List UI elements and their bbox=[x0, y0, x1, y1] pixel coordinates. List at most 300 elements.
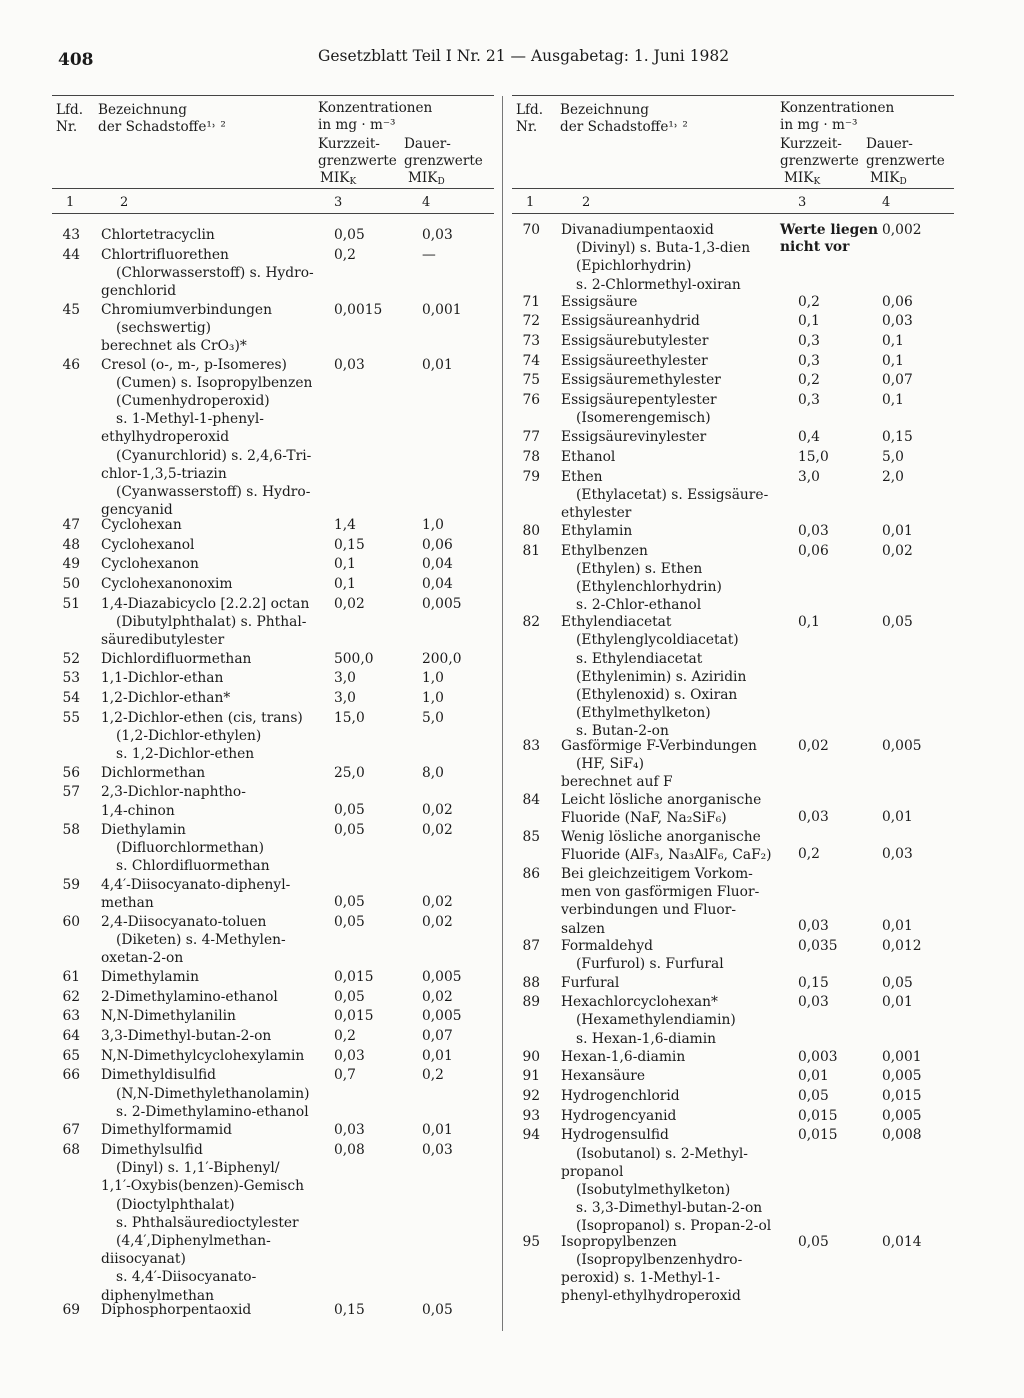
short-term-limit: 15,0 bbox=[798, 448, 829, 465]
row-number: 72 bbox=[522, 313, 540, 330]
long-term-limit: 0,06 bbox=[422, 536, 453, 553]
header-dauer: Dauer- bbox=[404, 136, 451, 152]
substance-name bbox=[101, 968, 326, 986]
substance-line: Bei gleichzeitigem Vorkom- bbox=[561, 865, 753, 882]
long-term-limit: 0,03 bbox=[422, 1141, 453, 1158]
header-lfd: Lfd. bbox=[56, 102, 84, 118]
substance-line: Dichlordifluormethan bbox=[101, 650, 252, 667]
substance-name bbox=[561, 828, 786, 864]
substance-name bbox=[561, 791, 786, 827]
substance-subline: (Furfurol) s. Furfural bbox=[576, 955, 724, 972]
col-number-4: 4 bbox=[882, 195, 891, 210]
long-term-limit: 1,0 bbox=[422, 517, 444, 533]
row-number: 92 bbox=[522, 1087, 540, 1104]
substance-line: Chlortrifluorethen bbox=[101, 246, 229, 263]
substance-line: Divanadiumpentaoxid bbox=[561, 222, 714, 238]
substance-subline: (Ethylenchlorhydrin) bbox=[576, 578, 722, 595]
substance-subline: oxetan-2-on bbox=[101, 950, 184, 967]
long-term-limit: 0,001 bbox=[422, 301, 462, 318]
row-number: 44 bbox=[62, 246, 80, 263]
substance-name bbox=[101, 301, 326, 356]
row-number: 87 bbox=[522, 937, 540, 954]
substance-line: 2-Dimethylamino-ethanol bbox=[101, 988, 278, 1005]
long-term-limit: 0,005 bbox=[422, 968, 462, 985]
substance-subline: methan bbox=[101, 894, 154, 911]
substance-subline: salzen bbox=[561, 920, 606, 937]
substance-name bbox=[561, 542, 786, 615]
substance-subline: (Dinyl) s. 1,1′-Biphenyl/ bbox=[116, 1160, 280, 1177]
short-term-limit: 0,015 bbox=[798, 1107, 838, 1124]
row-number: 66 bbox=[62, 1067, 80, 1084]
short-term-limit: 0,05 bbox=[334, 894, 365, 911]
long-term-limit: 0,001 bbox=[882, 1048, 922, 1065]
substance-line: Hexansäure bbox=[561, 1068, 646, 1085]
substance-line: Cyclohexan bbox=[101, 517, 182, 533]
short-term-limit: 0,05 bbox=[798, 1233, 829, 1250]
short-term-limit: 0,1 bbox=[334, 556, 356, 573]
substance-line: 4,4′-Diisocyanato-diphenyl- bbox=[101, 876, 291, 893]
substance-line: Cyclohexanonoxim bbox=[101, 576, 233, 593]
short-term-limit: 3,0 bbox=[798, 468, 820, 485]
substance-name bbox=[101, 516, 326, 534]
substance-subline: (4,4′,Diphenylmethan- bbox=[116, 1232, 271, 1249]
substance-subline: säuredibutylester bbox=[101, 632, 225, 649]
long-term-limit: 0,005 bbox=[422, 1008, 462, 1025]
row-number: 52 bbox=[62, 650, 80, 667]
substance-subline: ethylester bbox=[561, 504, 632, 521]
substance-subline: (Hexamethylendiamin) bbox=[576, 1012, 736, 1029]
long-term-limit: 0,02 bbox=[422, 821, 453, 838]
short-term-limit: 0,05 bbox=[798, 1087, 829, 1104]
header-unit: in mg · m⁻³ bbox=[318, 117, 396, 133]
substance-line: Ethylamin bbox=[561, 522, 633, 539]
substance-line: 2,3-Dichlor-naphtho- bbox=[101, 784, 246, 801]
substance-subline: s. 2-Chlor-ethanol bbox=[576, 597, 702, 614]
long-term-limit: 0,01 bbox=[422, 1122, 453, 1139]
substance-subline: (HF, SiF₄) bbox=[576, 755, 644, 772]
substance-name bbox=[101, 356, 326, 520]
substance-name bbox=[101, 1047, 326, 1065]
row-number: 48 bbox=[62, 536, 80, 553]
short-term-limit: 0,4 bbox=[798, 429, 820, 446]
substance-name bbox=[561, 448, 786, 466]
long-term-limit: 0,015 bbox=[882, 1087, 922, 1104]
long-term-limit: 0,002 bbox=[882, 222, 922, 238]
substance-line: Formaldehyd bbox=[561, 937, 653, 954]
short-term-limit: 0,2 bbox=[798, 293, 820, 310]
short-term-limit: 0,03 bbox=[798, 522, 829, 539]
substance-line: Essigsäureethylester bbox=[561, 352, 708, 369]
substance-name bbox=[561, 1233, 786, 1306]
substance-subline: s. Hexan-1,6-diamin bbox=[576, 1030, 717, 1047]
substance-name bbox=[101, 555, 326, 573]
substance-name bbox=[561, 352, 786, 370]
substance-name bbox=[561, 1067, 786, 1085]
short-term-limit: 0,2 bbox=[334, 1027, 356, 1044]
short-term-limit: 0,03 bbox=[798, 994, 829, 1011]
substance-name bbox=[561, 221, 786, 294]
long-term-limit: 0,02 bbox=[882, 542, 913, 559]
short-term-limit: 0,015 bbox=[798, 1127, 838, 1144]
header-mik-k: $MIK_K$ bbox=[784, 170, 821, 187]
long-term-limit: 0,03 bbox=[422, 227, 453, 243]
long-term-limit: 200,0 bbox=[422, 650, 462, 667]
short-term-limit: 0,015 bbox=[334, 1008, 374, 1025]
substance-line: 1,2-Dichlor-ethan* bbox=[101, 690, 231, 707]
long-term-limit: 0,1 bbox=[882, 352, 904, 369]
substance-name bbox=[101, 988, 326, 1006]
substance-line: Gasförmige F-Verbindungen bbox=[561, 737, 757, 754]
substance-subline: (Cyanurchlorid) s. 2,4,6-Tri- bbox=[116, 447, 312, 464]
header-kurzzeit-grenzwerte: grenzwerte bbox=[780, 153, 859, 169]
row-number: 90 bbox=[522, 1048, 540, 1065]
substance-line: Leicht lösliche anorganische bbox=[561, 791, 762, 808]
substance-name bbox=[561, 522, 786, 540]
substance-name bbox=[561, 332, 786, 350]
long-term-limit: 0,02 bbox=[422, 913, 453, 930]
substance-subline: diisocyanat) bbox=[101, 1251, 186, 1268]
substance-line: Essigsäurepentylester bbox=[561, 392, 717, 409]
short-term-limit: 0,02 bbox=[334, 595, 365, 612]
long-term-limit: 0,05 bbox=[882, 614, 913, 631]
substance-subline: (Chlorwasserstoff) s. Hydro- bbox=[116, 264, 314, 281]
substance-line: Chromiumverbindungen bbox=[101, 301, 272, 318]
row-number: 61 bbox=[62, 968, 80, 985]
row-number: 70 bbox=[522, 222, 540, 238]
row-number: 86 bbox=[522, 865, 540, 882]
substance-name bbox=[561, 312, 786, 330]
header-konzentrationen: Konzentrationen bbox=[780, 100, 895, 116]
substance-subline: 1,1′-Oxybis(benzen)-Gemisch bbox=[101, 1178, 304, 1195]
col-number-1: 1 bbox=[66, 195, 75, 210]
substance-name bbox=[101, 669, 326, 687]
substance-name bbox=[561, 391, 786, 427]
long-term-limit: 0,1 bbox=[882, 333, 904, 349]
substance-line: 3,3-Dimethyl-butan-2-on bbox=[101, 1027, 272, 1044]
substance-line: 1,2-Dichlor-ethen (cis, trans) bbox=[101, 709, 303, 726]
row-number: 67 bbox=[62, 1122, 80, 1139]
short-term-limit: 0,15 bbox=[334, 1302, 365, 1319]
substance-name bbox=[101, 650, 326, 668]
row-number: 49 bbox=[62, 556, 80, 573]
header-lfd: Lfd. bbox=[516, 102, 544, 118]
long-term-limit: 0,02 bbox=[422, 801, 453, 818]
col-number-2: 2 bbox=[120, 195, 129, 210]
long-term-limit: 0,04 bbox=[422, 576, 453, 593]
short-term-limit: 0,03 bbox=[334, 1122, 365, 1139]
header-dauer-grenzwerte: grenzwerte bbox=[404, 153, 483, 169]
substance-subline: s. 1,2-Dichlor-ethen bbox=[116, 746, 255, 763]
substance-line: Ethylbenzen bbox=[561, 542, 648, 559]
substance-subline: (1,2-Dichlor-ethylen) bbox=[116, 728, 262, 744]
header-kurzzeit: Kurzzeit- bbox=[318, 136, 380, 152]
substance-line: 2,4-Diisocyanato-toluen bbox=[101, 913, 267, 930]
substance-line: Ethanol bbox=[561, 448, 616, 465]
row-number: 73 bbox=[522, 333, 540, 349]
substance-name bbox=[561, 1107, 786, 1125]
col-number-4: 4 bbox=[422, 195, 431, 210]
table-header bbox=[52, 95, 494, 189]
substance-subline: s. 1-Methyl-1-phenyl- bbox=[116, 411, 264, 428]
substance-subline: s. Chlordifluormethan bbox=[116, 858, 270, 875]
substance-name bbox=[101, 1301, 326, 1319]
substance-subline: (Ethylenoxid) s. Oxiran bbox=[576, 686, 738, 703]
short-term-limit: 0,03 bbox=[334, 1047, 365, 1064]
row-number: 47 bbox=[62, 517, 80, 533]
substance-name bbox=[561, 993, 786, 1048]
header-dauer: Dauer- bbox=[866, 136, 913, 152]
substance-line: Essigsäurebutylester bbox=[561, 333, 709, 349]
substance-name bbox=[101, 1007, 326, 1025]
long-term-limit: 0,01 bbox=[882, 994, 913, 1011]
substance-subline: chlor-1,3,5-triazin bbox=[101, 465, 227, 482]
long-term-limit: 0,05 bbox=[422, 1302, 453, 1319]
short-term-limit: 0,03 bbox=[798, 809, 829, 826]
substance-line: 1,1-Dichlor-ethan bbox=[101, 670, 224, 687]
row-number: 77 bbox=[522, 429, 540, 446]
substance-subline: s. 4,4′-Diisocyanato- bbox=[116, 1269, 257, 1286]
substance-subline: verbindungen und Fluor- bbox=[561, 902, 736, 919]
short-term-limit: 3,0 bbox=[334, 690, 356, 707]
header-unit: in mg · m⁻³ bbox=[780, 117, 858, 133]
substance-line: N,N-Dimethylanilin bbox=[101, 1008, 236, 1025]
long-term-limit: 0,005 bbox=[422, 595, 462, 612]
short-term-limit: 0,0015 bbox=[334, 301, 383, 318]
row-number: 62 bbox=[62, 988, 80, 1005]
substance-subline: (Ethylmethylketon) bbox=[576, 705, 711, 722]
header-bezeichnung: Bezeichnung bbox=[560, 102, 649, 118]
row-number: 80 bbox=[522, 522, 540, 539]
substance-subline: s. 3,3-Dimethyl-butan-2-on bbox=[576, 1200, 763, 1217]
substance-name bbox=[561, 974, 786, 992]
substance-name bbox=[101, 689, 326, 707]
row-number: 43 bbox=[62, 227, 80, 243]
substance-subline: genchlorid bbox=[101, 283, 177, 300]
substance-line: Dichlormethan bbox=[101, 764, 206, 781]
substance-line: Essigsäuremethylester bbox=[561, 372, 721, 389]
substance-subline: (Ethylacetat) s. Essigsäure- bbox=[576, 486, 769, 503]
substance-line: Cresol (o-, m-, p-Isomeres) bbox=[101, 356, 287, 373]
short-term-limit: 0,7 bbox=[334, 1067, 356, 1084]
substance-subline: (sechswertig) bbox=[116, 319, 212, 336]
col-number-3: 3 bbox=[334, 195, 343, 210]
long-term-limit: 0,06 bbox=[882, 293, 913, 310]
column-separator bbox=[502, 96, 503, 1331]
substance-line: Cyclohexanon bbox=[101, 556, 199, 573]
long-term-limit: 0,2 bbox=[422, 1067, 444, 1084]
substance-subline: peroxid) s. 1-Methyl-1- bbox=[561, 1269, 721, 1286]
header-mik-d: $MIK_D$ bbox=[870, 170, 907, 187]
substance-subline: Fluoride (AlF₃, Na₃AlF₆, CaF₂) bbox=[561, 847, 772, 864]
column-numbers bbox=[512, 193, 954, 214]
substance-subline: s. Ethylendiacetat bbox=[576, 650, 703, 667]
substance-line: Essigsäurevinylester bbox=[561, 429, 707, 446]
substance-subline: (Dioctylphthalat) bbox=[116, 1196, 235, 1213]
row-number: 95 bbox=[522, 1233, 540, 1250]
long-term-limit: 0,01 bbox=[882, 917, 913, 934]
short-term-limit: 0,035 bbox=[798, 937, 838, 954]
substance-subline: (Ethylenglycoldiacetat) bbox=[576, 632, 739, 649]
substance-subline: s. Butan-2-on bbox=[576, 723, 669, 740]
substance-name bbox=[101, 876, 326, 912]
long-term-limit: 0,01 bbox=[422, 1047, 453, 1064]
col-number-1: 1 bbox=[526, 195, 535, 210]
long-term-limit: 0,02 bbox=[422, 988, 453, 1005]
substance-subline: (Isopropanol) s. Propan-2-ol bbox=[576, 1218, 772, 1235]
short-term-limit: 0,15 bbox=[334, 536, 365, 553]
substance-subline: (Diketen) s. 4-Methylen- bbox=[116, 932, 286, 949]
substance-line: Chlortetracyclin bbox=[101, 227, 215, 243]
substance-subline: (Ethylenimin) s. Aziridin bbox=[576, 668, 747, 685]
substance-name bbox=[101, 536, 326, 554]
long-term-limit: 5,0 bbox=[422, 709, 444, 726]
short-term-limit: 0,2 bbox=[334, 246, 356, 263]
page-number: 408 bbox=[58, 50, 94, 70]
left-column bbox=[52, 95, 494, 1335]
substance-subline: (Isomerengemisch) bbox=[576, 410, 711, 427]
long-term-limit: 1,0 bbox=[422, 690, 444, 707]
substance-name bbox=[561, 613, 786, 740]
short-term-limit: 0,05 bbox=[334, 988, 365, 1005]
substance-subline: diphenylmethan bbox=[101, 1287, 215, 1304]
long-term-limit: 0,005 bbox=[882, 737, 922, 754]
substance-subline: (Isobutylmethylketon) bbox=[576, 1181, 731, 1198]
row-number: 93 bbox=[522, 1107, 540, 1124]
short-term-limit: 0,03 bbox=[334, 356, 365, 373]
substance-line: Dimethylamin bbox=[101, 968, 199, 985]
substance-name bbox=[101, 1027, 326, 1045]
substance-line: Hydrogencyanid bbox=[561, 1107, 677, 1124]
substance-subline: (Epichlorhydrin) bbox=[576, 258, 692, 275]
substance-subline: (Ethylen) s. Ethen bbox=[576, 560, 703, 577]
long-term-limit: 0,03 bbox=[882, 846, 913, 863]
substance-name bbox=[561, 865, 786, 938]
long-term-limit: 0,005 bbox=[882, 1107, 922, 1124]
substance-name bbox=[101, 1066, 326, 1121]
row-number: 46 bbox=[62, 356, 80, 373]
substance-line: Dimethylformamid bbox=[101, 1122, 233, 1139]
substance-line: Hydrogenchlorid bbox=[561, 1087, 680, 1104]
substance-name bbox=[101, 595, 326, 650]
substance-subline: (Cumen) s. Isopropylbenzen bbox=[116, 374, 313, 391]
substance-name bbox=[101, 783, 326, 819]
long-term-limit: 0,15 bbox=[882, 429, 913, 446]
row-number: 76 bbox=[522, 392, 540, 409]
row-number: 58 bbox=[62, 821, 80, 838]
substance-name bbox=[561, 428, 786, 446]
row-number: 88 bbox=[522, 974, 540, 991]
row-number: 83 bbox=[522, 737, 540, 754]
substance-subline: ethylhydroperoxid bbox=[101, 429, 230, 446]
row-number: 74 bbox=[522, 352, 540, 369]
row-number: 55 bbox=[62, 709, 80, 726]
row-number: 78 bbox=[522, 448, 540, 465]
substance-name bbox=[561, 1048, 786, 1066]
short-term-limit: 3,0 bbox=[334, 670, 356, 687]
row-number: 89 bbox=[522, 994, 540, 1011]
substance-line: Hexan-1,6-diamin bbox=[561, 1048, 686, 1065]
substance-subline: berechnet als CrO₃)* bbox=[101, 338, 247, 354]
short-term-limit: 15,0 bbox=[334, 709, 365, 726]
substance-subline: s. 2-Chlormethyl-oxiran bbox=[576, 276, 741, 293]
substance-subline: gencyanid bbox=[101, 502, 173, 519]
row-number: 56 bbox=[62, 764, 80, 781]
column-numbers bbox=[52, 193, 494, 214]
substance-line: Hexachlorcyclohexan* bbox=[561, 994, 718, 1011]
long-term-limit: 0,07 bbox=[422, 1027, 453, 1044]
substance-subline: (Dibutylphthalat) s. Phthal- bbox=[116, 614, 307, 630]
substance-name bbox=[101, 764, 326, 782]
right-column bbox=[512, 95, 954, 1335]
header-mik-d: $MIK_D$ bbox=[408, 170, 445, 187]
row-number: 68 bbox=[62, 1141, 80, 1158]
short-term-limit: 0,06 bbox=[798, 542, 829, 559]
substance-line: Ethen bbox=[561, 468, 603, 485]
substance-line: Dimethylsulfid bbox=[101, 1141, 203, 1158]
short-term-limit: 0,05 bbox=[334, 227, 365, 243]
long-term-limit: 0,01 bbox=[882, 522, 913, 539]
substance-line: Hydrogensulfid bbox=[561, 1127, 669, 1144]
short-term-limit: 0,02 bbox=[798, 737, 829, 754]
row-number: 60 bbox=[62, 913, 80, 930]
substance-line: Cyclohexanol bbox=[101, 536, 195, 553]
short-term-limit: 0,2 bbox=[798, 846, 820, 863]
substance-line: Dimethyldisulfid bbox=[101, 1067, 217, 1084]
header-schadstoffe: der Schadstoffe¹˒ ² bbox=[560, 119, 688, 135]
row-number: 94 bbox=[522, 1127, 540, 1144]
short-term-limit: 0,3 bbox=[798, 352, 820, 369]
short-term-limit: 0,1 bbox=[798, 614, 820, 631]
substance-name bbox=[101, 709, 326, 764]
header-kurzzeit: Kurzzeit- bbox=[780, 136, 842, 152]
substance-name bbox=[561, 1087, 786, 1105]
short-term-limit: 0,05 bbox=[334, 821, 365, 838]
substance-name bbox=[561, 293, 786, 311]
short-term-limit: 1,4 bbox=[334, 517, 356, 533]
substance-line: Wenig lösliche anorganische bbox=[561, 828, 761, 845]
header-nr: Nr. bbox=[56, 119, 78, 135]
row-number: 53 bbox=[62, 670, 80, 687]
short-term-limit: 0,015 bbox=[334, 968, 374, 985]
substance-subline: phenyl-ethylhydroperoxid bbox=[561, 1288, 741, 1305]
row-number: 85 bbox=[522, 828, 540, 845]
substance-name bbox=[101, 246, 326, 301]
row-number: 69 bbox=[62, 1302, 80, 1319]
substance-subline: (N,N-Dimethylethanolamin) bbox=[116, 1085, 310, 1102]
short-term-limit: 0,03 bbox=[798, 917, 829, 934]
short-term-limit: 0,08 bbox=[334, 1141, 365, 1158]
substance-name bbox=[101, 913, 326, 968]
long-term-limit: 0,008 bbox=[882, 1127, 922, 1144]
short-term-limit: 0,3 bbox=[798, 392, 820, 409]
short-term-limit: 0,3 bbox=[798, 333, 820, 349]
substance-name bbox=[101, 1141, 326, 1305]
row-number: 75 bbox=[522, 372, 540, 389]
short-term-limit: 500,0 bbox=[334, 650, 374, 667]
long-term-limit: 0,014 bbox=[882, 1233, 922, 1250]
long-term-limit: 0,01 bbox=[882, 809, 913, 826]
substance-line: 1,4-Diazabicyclo [2.2.2] octan bbox=[101, 595, 310, 612]
substance-subline: s. Phthalsäuredioctylester bbox=[116, 1214, 299, 1231]
long-term-limit: 0,04 bbox=[422, 556, 453, 573]
long-term-limit: — bbox=[422, 246, 436, 263]
row-number: 59 bbox=[62, 876, 80, 893]
row-number: 82 bbox=[522, 614, 540, 631]
header-konzentrationen: Konzentrationen bbox=[318, 100, 433, 116]
substance-subline: (Cumenhydroperoxid) bbox=[116, 392, 270, 409]
header-dauer-grenzwerte: grenzwerte bbox=[866, 153, 945, 169]
row-number: 65 bbox=[62, 1047, 80, 1064]
